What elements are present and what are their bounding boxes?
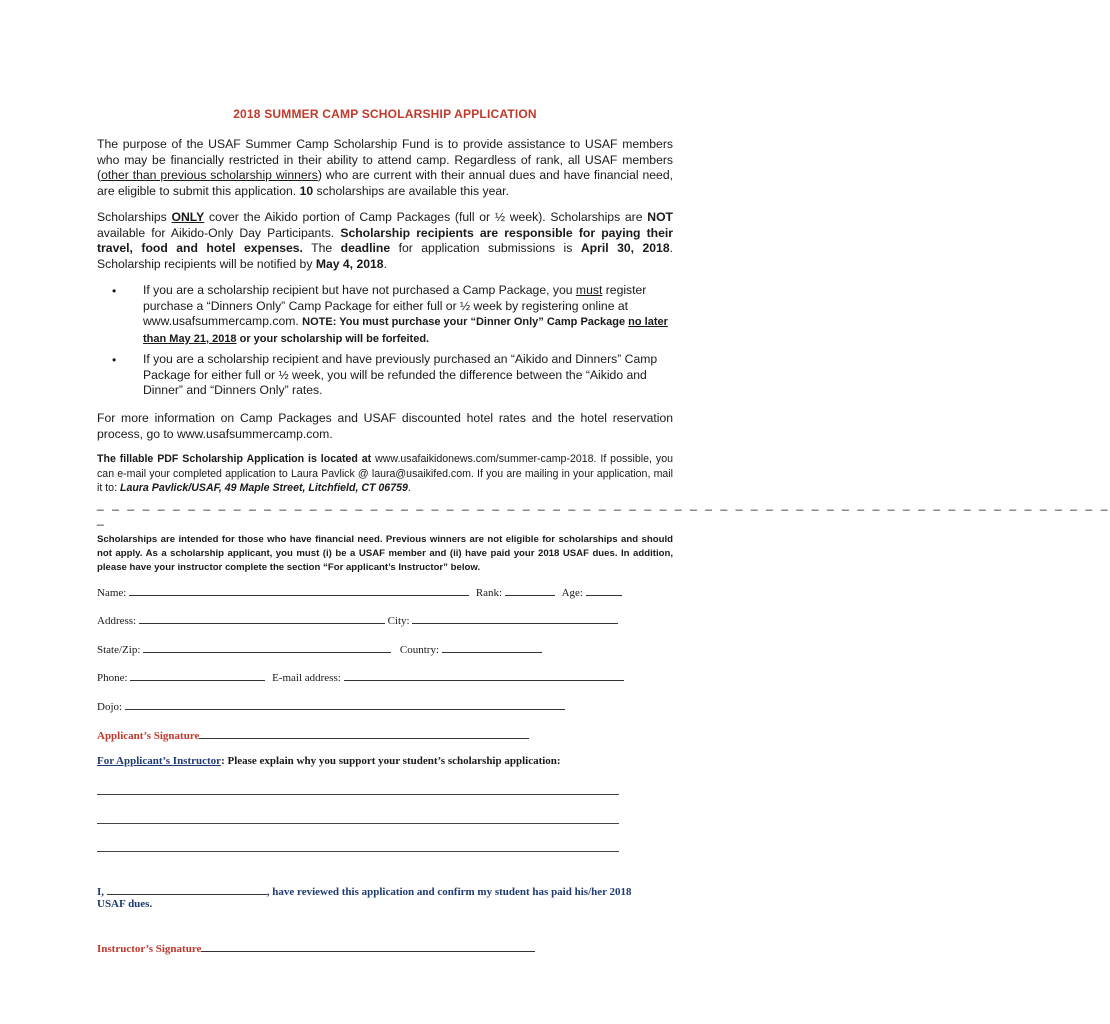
fillable-heading: The fillable PDF Scholarship Application is located at bbox=[97, 453, 372, 465]
instructor-signature-label: Instructor’s Signature bbox=[97, 943, 202, 955]
instructor-name-field[interactable] bbox=[107, 883, 267, 895]
statezip-row bbox=[97, 641, 542, 656]
coverage-text-7: . bbox=[383, 256, 387, 271]
age-field[interactable] bbox=[586, 584, 622, 596]
rank-label: Rank: bbox=[475, 587, 503, 599]
instructor-signature-field[interactable] bbox=[201, 940, 535, 952]
city-field[interactable] bbox=[412, 612, 618, 624]
bullet-2: If you are a scholarship recipient and have previously purchased an “Aikido and Dinners” Camp Package for either full or ½ week, you will be refunded the difference between the “Aikido and Dinner” and “Dinners Only” rates. bbox=[143, 352, 658, 398]
page-title: 2018 SUMMER CAMP SCHOLARSHIP APPLICATION bbox=[233, 107, 537, 121]
age-label: Age: bbox=[561, 587, 583, 599]
name-label: Name: bbox=[97, 587, 127, 599]
statezip-field[interactable] bbox=[143, 641, 391, 653]
address-label: Address: bbox=[97, 615, 137, 627]
fillable-text: www.usafaikidonews.com/summer-camp-2018. If possible, you can e-mail your completed application to Laura Pavlick @ laura@usaikifed.com. If you are mailing in your application, mail it to: bbox=[97, 453, 673, 495]
bullet-1-text: If you are a scholarship recipient but have not purchased a Camp Package, you bbox=[143, 283, 576, 297]
instructor-signature-row bbox=[97, 940, 535, 955]
fillable-paragraph bbox=[97, 452, 673, 496]
confirmation-row-2 bbox=[97, 898, 152, 910]
bullet-dot-2: • bbox=[112, 353, 117, 367]
purpose-underline: other than previous scholarship winners bbox=[101, 168, 318, 183]
eligibility-notice: Scholarships are intended for those who have financial need. Previous winners are not eligible for scholarships and should not apply. As a scholarship applicant, you must (i) be a USAF member and (ii) have paid your 2018 USAF dues. In addition, please have your instructor complete the section “For applicant’s Instructor” below. bbox=[97, 534, 673, 573]
email-label: E-mail address: bbox=[272, 672, 341, 684]
coverage-text-5: for application submissions is bbox=[390, 241, 581, 256]
mailing-address: Laura Pavlick/USAF, 49 Maple Street, Litchfield, CT 06759 bbox=[119, 482, 408, 495]
address-row bbox=[97, 612, 618, 627]
deadline-label: deadline bbox=[340, 241, 391, 256]
explanation-line-3[interactable] bbox=[97, 851, 619, 852]
cut-line-tail: _ bbox=[97, 512, 104, 526]
bullet-1-note-end: or your scholarship will be forfeited. bbox=[236, 332, 430, 345]
scholarship-count: 10 bbox=[299, 183, 314, 198]
purpose-text-2: ) who are current with their annual dues and have financial need, are eligible to submit this application. bbox=[97, 168, 673, 198]
deadline-date: April 30, 2018 bbox=[580, 241, 670, 256]
cut-line: _ _ _ _ _ _ _ _ _ _ _ _ _ _ _ _ _ _ _ _ _ _ _ _ _ _ _ _ _ _ _ _ _ _ _ _ _ _ _ _ _ _ _ _ _ _ _ _ _ _ _ _ _ _ _ _ _ _ _ _ _ _ _ _ _ _ _ bbox=[97, 497, 1110, 511]
applicant-signature-field[interactable] bbox=[199, 727, 529, 739]
name-row bbox=[97, 584, 622, 599]
rank-field[interactable] bbox=[505, 584, 555, 596]
country-label: Country: bbox=[399, 644, 440, 656]
statezip-label: State/Zip: bbox=[97, 644, 141, 656]
confirm-text: , have reviewed this application and confirm my student has paid his/her 2018 bbox=[266, 886, 632, 898]
coverage-text-3: available for Aikido-Only Day Participants. bbox=[97, 225, 341, 240]
coverage-text: Scholarships bbox=[97, 210, 172, 224]
bullet-1-note: NOTE: You must purchase your “Dinner Only” Camp Package bbox=[302, 316, 629, 329]
purpose-paragraph bbox=[97, 137, 673, 199]
dojo-row bbox=[97, 698, 565, 713]
bullet-1-text-2: register purchase a “Dinners Only” Camp Package for either full or ½ week by registering online at www.usafsummercamp.com. bbox=[143, 283, 647, 329]
info-paragraph: For more information on Camp Packages and USAF discounted hotel rates and the hotel reservation process, go to www.usafsummercamp.com. bbox=[97, 411, 673, 441]
instructor-question-row bbox=[97, 755, 561, 767]
fillable-end: . bbox=[407, 482, 411, 495]
instructor-heading: For Applicant’s Instructor bbox=[97, 755, 222, 767]
dojo-label: Dojo: bbox=[97, 701, 123, 713]
confirm-text-2: USAF dues. bbox=[97, 898, 153, 910]
coverage-text-2: cover the Aikido portion of Camp Packages (full or ½ week). Scholarships are bbox=[204, 210, 648, 224]
address-field[interactable] bbox=[139, 612, 385, 624]
name-field[interactable] bbox=[129, 584, 469, 596]
notify-date: May 4, 2018 bbox=[315, 256, 384, 271]
only-emphasis: ONLY bbox=[171, 210, 205, 224]
coverage-text-6: . Scholarship recipients will be notified by bbox=[97, 241, 673, 271]
applicant-signature-label: Applicant’s Signature bbox=[97, 730, 200, 742]
city-label: City: bbox=[387, 615, 410, 627]
instructor-question: : Please explain why you support your student’s scholarship application: bbox=[221, 755, 561, 767]
not-emphasis: NOT bbox=[647, 210, 673, 224]
phone-row bbox=[97, 669, 624, 684]
purpose-text-3: scholarships are available this year. bbox=[313, 183, 509, 198]
purpose-text: The purpose of the USAF Summer Camp Scholarship Fund is to provide assistance to USAF members who may be financially restricted in their ability to attend camp. Regardless of rank, all USAF members ( bbox=[97, 137, 673, 183]
bullet-dot-1: • bbox=[112, 284, 117, 298]
coverage-text-4: The bbox=[302, 241, 341, 256]
phone-label: Phone: bbox=[97, 672, 128, 684]
explanation-line-1[interactable] bbox=[97, 794, 619, 795]
email-field[interactable] bbox=[344, 669, 624, 681]
coverage-paragraph bbox=[97, 210, 673, 272]
phone-field[interactable] bbox=[130, 669, 265, 681]
confirm-i: I, bbox=[97, 886, 105, 898]
bullet-1-note-date: no later than May 21, 2018 bbox=[143, 316, 668, 345]
country-field[interactable] bbox=[442, 641, 542, 653]
dojo-field[interactable] bbox=[125, 698, 565, 710]
responsibility-text: Scholarship recipients are responsible for paying their travel, food and hotel expenses. bbox=[97, 225, 673, 256]
explanation-line-2[interactable] bbox=[97, 823, 619, 824]
confirmation-row bbox=[97, 883, 632, 898]
must-underline: must bbox=[575, 283, 603, 297]
applicant-signature-row bbox=[97, 727, 529, 742]
bullet-1 bbox=[143, 283, 673, 347]
